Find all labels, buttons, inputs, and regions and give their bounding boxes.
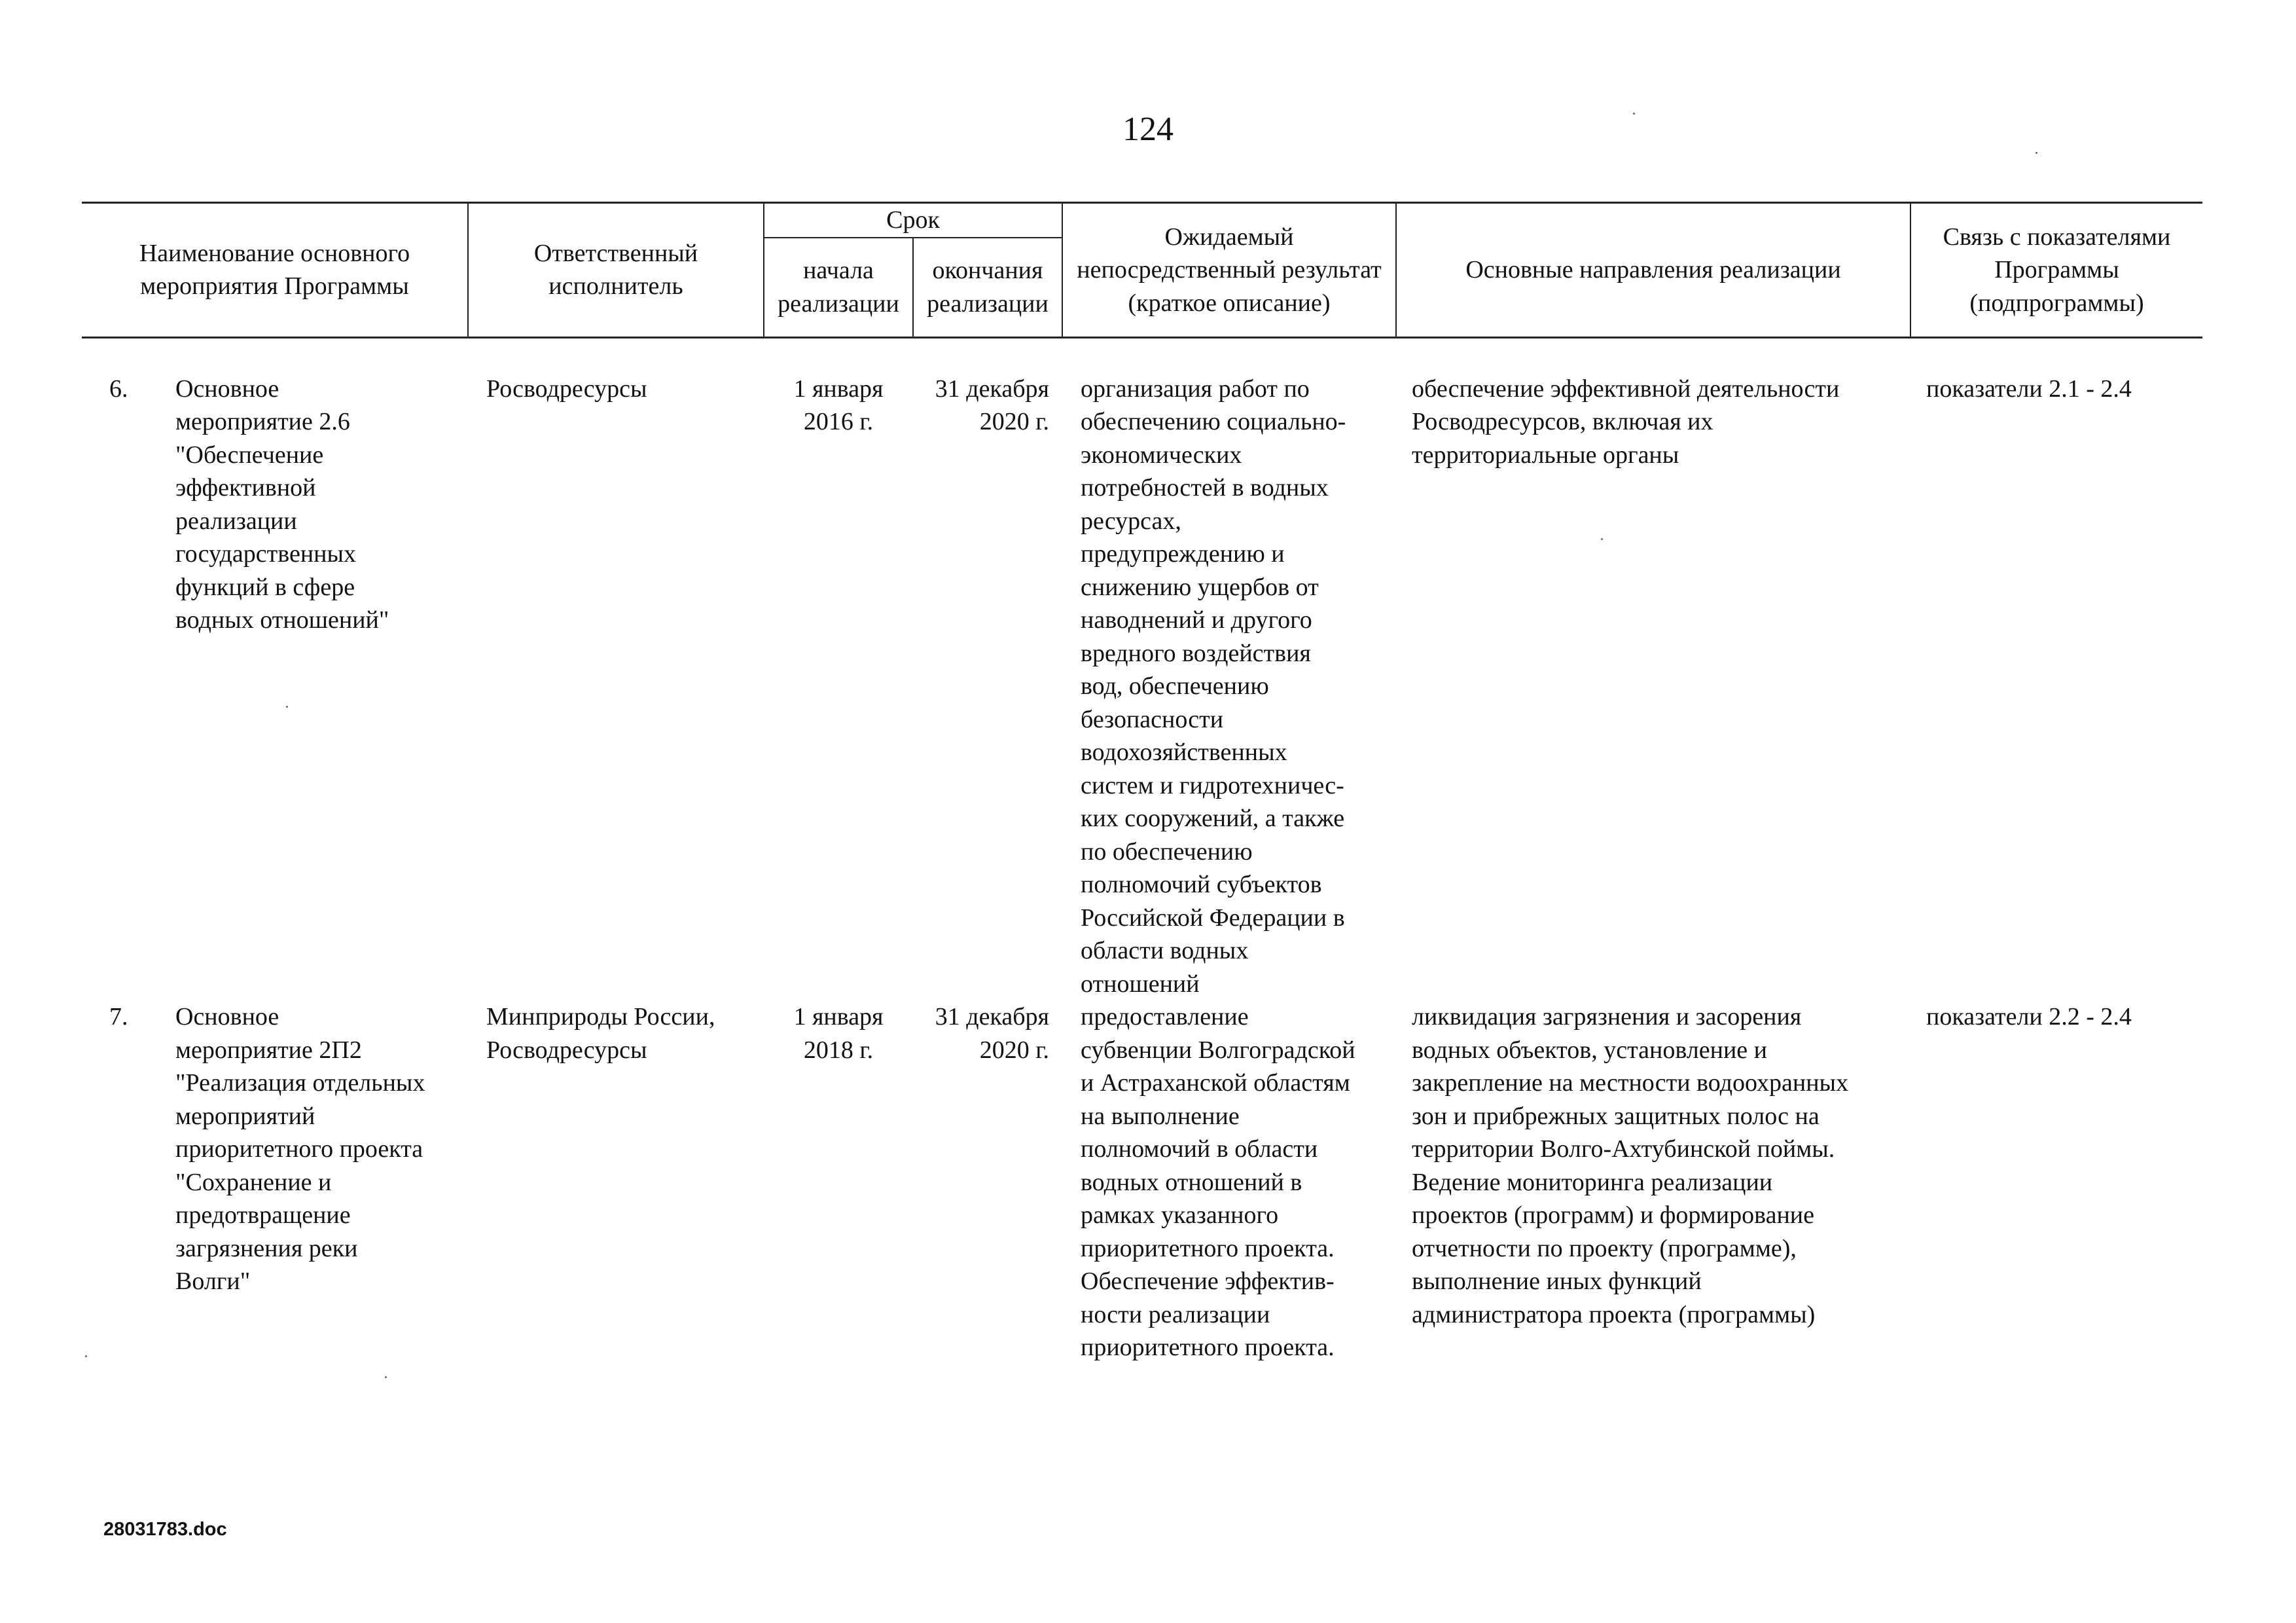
row-number: 6. [109, 374, 128, 403]
table-row [82, 1000, 2202, 1364]
scan-speck [1633, 113, 1635, 115]
cell-indicator-links-line: показатели 2.2 - 2.4 [1926, 1003, 2132, 1030]
cell-start-date-line: 2018 г. [803, 1036, 874, 1064]
cell-expected-result-line: предоставление [1081, 1003, 1249, 1030]
measure-name-line: загрязнения реки [175, 1234, 358, 1262]
cell-expected-result-line: отношений [1081, 970, 1200, 998]
cell-executor-line: Росводресурсы [486, 1036, 647, 1064]
cell-expected-result-line: и Астраханской областям [1081, 1069, 1350, 1097]
cell-directions-line: администратора проекта (программы) [1412, 1300, 1816, 1328]
cell-directions-line: территориальные органы [1412, 441, 1679, 469]
scan-speck [85, 1355, 87, 1357]
cell-expected-result-line: водных отношений в [1081, 1168, 1302, 1196]
row-number: 7. [109, 1003, 128, 1030]
cell-indicator-links [1910, 337, 2202, 1000]
cell-end-date-line: 2020 г. [979, 408, 1049, 435]
cell-end-date-line: 2020 г. [979, 1036, 1049, 1064]
cell-expected-result-line: вредного воздействия [1081, 639, 1311, 667]
measure-name-line: Основное [175, 1003, 279, 1030]
measure-name [173, 1000, 468, 1298]
cell-directions-line: водных объектов, установление и [1412, 1036, 1767, 1064]
cell-expected-result-line: обеспечению социально- [1081, 408, 1346, 435]
cell-directions-line: Ведение мониторинга реализации [1412, 1168, 1773, 1196]
cell-expected-result-line: приоритетного проекта. [1081, 1234, 1335, 1262]
cell-expected-result-line: рамках указанного [1081, 1201, 1279, 1229]
cell-start-date [764, 337, 913, 1000]
cell-start-date [764, 1000, 913, 1364]
cell-indicator-links-line: показатели 2.1 - 2.4 [1926, 374, 2132, 403]
measure-name-line: мероприятие 2.6 [175, 408, 350, 435]
measure-name-line: эффективной [175, 474, 316, 501]
page-number: 124 [1122, 111, 1174, 148]
measure-name-line: "Сохранение и [175, 1168, 332, 1196]
cell-end-date-line: 31 декабря [935, 1003, 1049, 1030]
cell-end-date [913, 1000, 1062, 1364]
table-row [82, 337, 2202, 1000]
measure-name-line: мероприятий [175, 1102, 315, 1130]
cell-expected-result-line: ресурсах, [1081, 507, 1181, 535]
cell-expected-result-line: снижению ущербов от [1081, 573, 1319, 601]
measure-name-line: мероприятие 2П2 [175, 1036, 362, 1064]
cell-expected-result-line: субвенции Волгоградской [1081, 1036, 1355, 1064]
cell-expected-result-line: ности реализации [1081, 1300, 1270, 1328]
measure-name-line: функций в сфере [175, 573, 355, 601]
cell-executor-line: Минприроды России, [486, 1003, 715, 1030]
cell-number-and-name [82, 337, 468, 1000]
cell-directions-line: ликвидация загрязнения и засорения [1412, 1003, 1802, 1030]
measure-name-line: реализации [175, 507, 297, 535]
measure-name-line: государственных [175, 540, 357, 568]
cell-expected-result-line: наводнений и другого [1081, 606, 1312, 634]
cell-expected-result-line: потребностей в водных [1081, 474, 1329, 501]
cell-directions-line: закрепление на местности водоохранных [1412, 1069, 1849, 1097]
cell-directions-line: отчетности по проекту (программе), [1412, 1234, 1797, 1262]
cell-expected-result-line: вод, обеспечению [1081, 672, 1269, 700]
cell-directions-line: обеспечение эффективной деятельности [1412, 374, 1840, 403]
cell-expected-result-line: систем и гидротехничес- [1081, 771, 1344, 799]
cell-expected-result-line: предупреждению и [1081, 540, 1285, 568]
header-term-start: начала реализации [764, 238, 913, 338]
cell-expected-result-line: приоритетного проекта. [1081, 1334, 1335, 1361]
measure-name-line: Основное [175, 374, 279, 403]
cell-directions-line: территории Волго-Ахтубинской поймы. [1412, 1135, 1835, 1163]
cell-expected-result-line: по обеспечению [1081, 837, 1253, 866]
measure-name [173, 373, 468, 637]
measure-name-line: водных отношений" [175, 606, 389, 634]
measure-name-line: предотвращение [175, 1201, 351, 1229]
header-links: Связь с показателями Программы (подпрограммы) [1910, 203, 2202, 338]
cell-expected-result-line: организация работ по [1081, 374, 1310, 403]
cell-expected-result-line: экономических [1081, 441, 1242, 469]
measures-table [82, 202, 2202, 1364]
footer-file-code: 28031783.doc [103, 1519, 227, 1540]
cell-expected-result-line: ких сооружений, а также [1081, 805, 1345, 832]
cell-expected-result-line: Обеспечение эффектив- [1081, 1267, 1335, 1295]
cell-directions-line: выполнение иных функций [1412, 1267, 1702, 1295]
cell-executor [468, 337, 764, 1000]
cell-directions [1396, 337, 1910, 1000]
cell-expected-result-line: водохозяйственных [1081, 739, 1287, 766]
cell-start-date-line: 1 января [793, 374, 884, 403]
cell-executor-line: Росводресурсы [486, 374, 647, 403]
scan-speck [1601, 538, 1603, 540]
scan-speck [385, 1376, 387, 1378]
cell-expected-result-line: Российской Федерации в [1081, 903, 1345, 932]
header-result: Ожидаемый непосредственный результат (краткое описание) [1062, 203, 1396, 338]
header-name: Наименование основного мероприятия Программы [82, 203, 468, 338]
header-executor: Ответственный исполнитель [468, 203, 764, 338]
header-term-group: Срок [764, 203, 1062, 238]
table-header [82, 203, 2202, 338]
cell-expected-result-line: области водных [1081, 937, 1249, 964]
cell-expected-result-line: на выполнение [1081, 1102, 1240, 1130]
cell-directions [1396, 1000, 1910, 1364]
cell-start-date-line: 1 января [793, 1003, 884, 1030]
cell-end-date [913, 337, 1062, 1000]
measure-name-line: "Реализация отдельных [175, 1069, 425, 1097]
cell-expected-result-line: полномочий субъектов [1081, 871, 1322, 898]
header-term-end: окончания реализации [913, 238, 1062, 338]
cell-end-date-line: 31 декабря [935, 374, 1049, 403]
cell-expected-result-line: полномочий в области [1081, 1135, 1318, 1163]
measure-name-line: Волги" [175, 1267, 251, 1295]
cell-directions-line: Росводресурсов, включая их [1412, 408, 1713, 435]
scan-speck [286, 706, 288, 708]
cell-directions-line: проектов (программ) и формирование [1412, 1201, 1814, 1229]
table-body [82, 337, 2202, 1364]
cell-directions-line: зон и прибрежных защитных полос на [1412, 1102, 1820, 1130]
scan-speck [2036, 152, 2037, 154]
cell-number-and-name [82, 1000, 468, 1364]
cell-start-date-line: 2016 г. [803, 408, 874, 435]
cell-expected-result [1062, 1000, 1396, 1364]
header-directions: Основные направления реализации [1396, 203, 1910, 338]
measure-name-line: "Обеспечение [175, 441, 324, 469]
cell-executor [468, 1000, 764, 1364]
cell-expected-result [1062, 337, 1396, 1000]
cell-indicator-links [1910, 1000, 2202, 1364]
cell-expected-result-line: безопасности [1081, 705, 1224, 733]
measure-name-line: приоритетного проекта [175, 1135, 423, 1163]
